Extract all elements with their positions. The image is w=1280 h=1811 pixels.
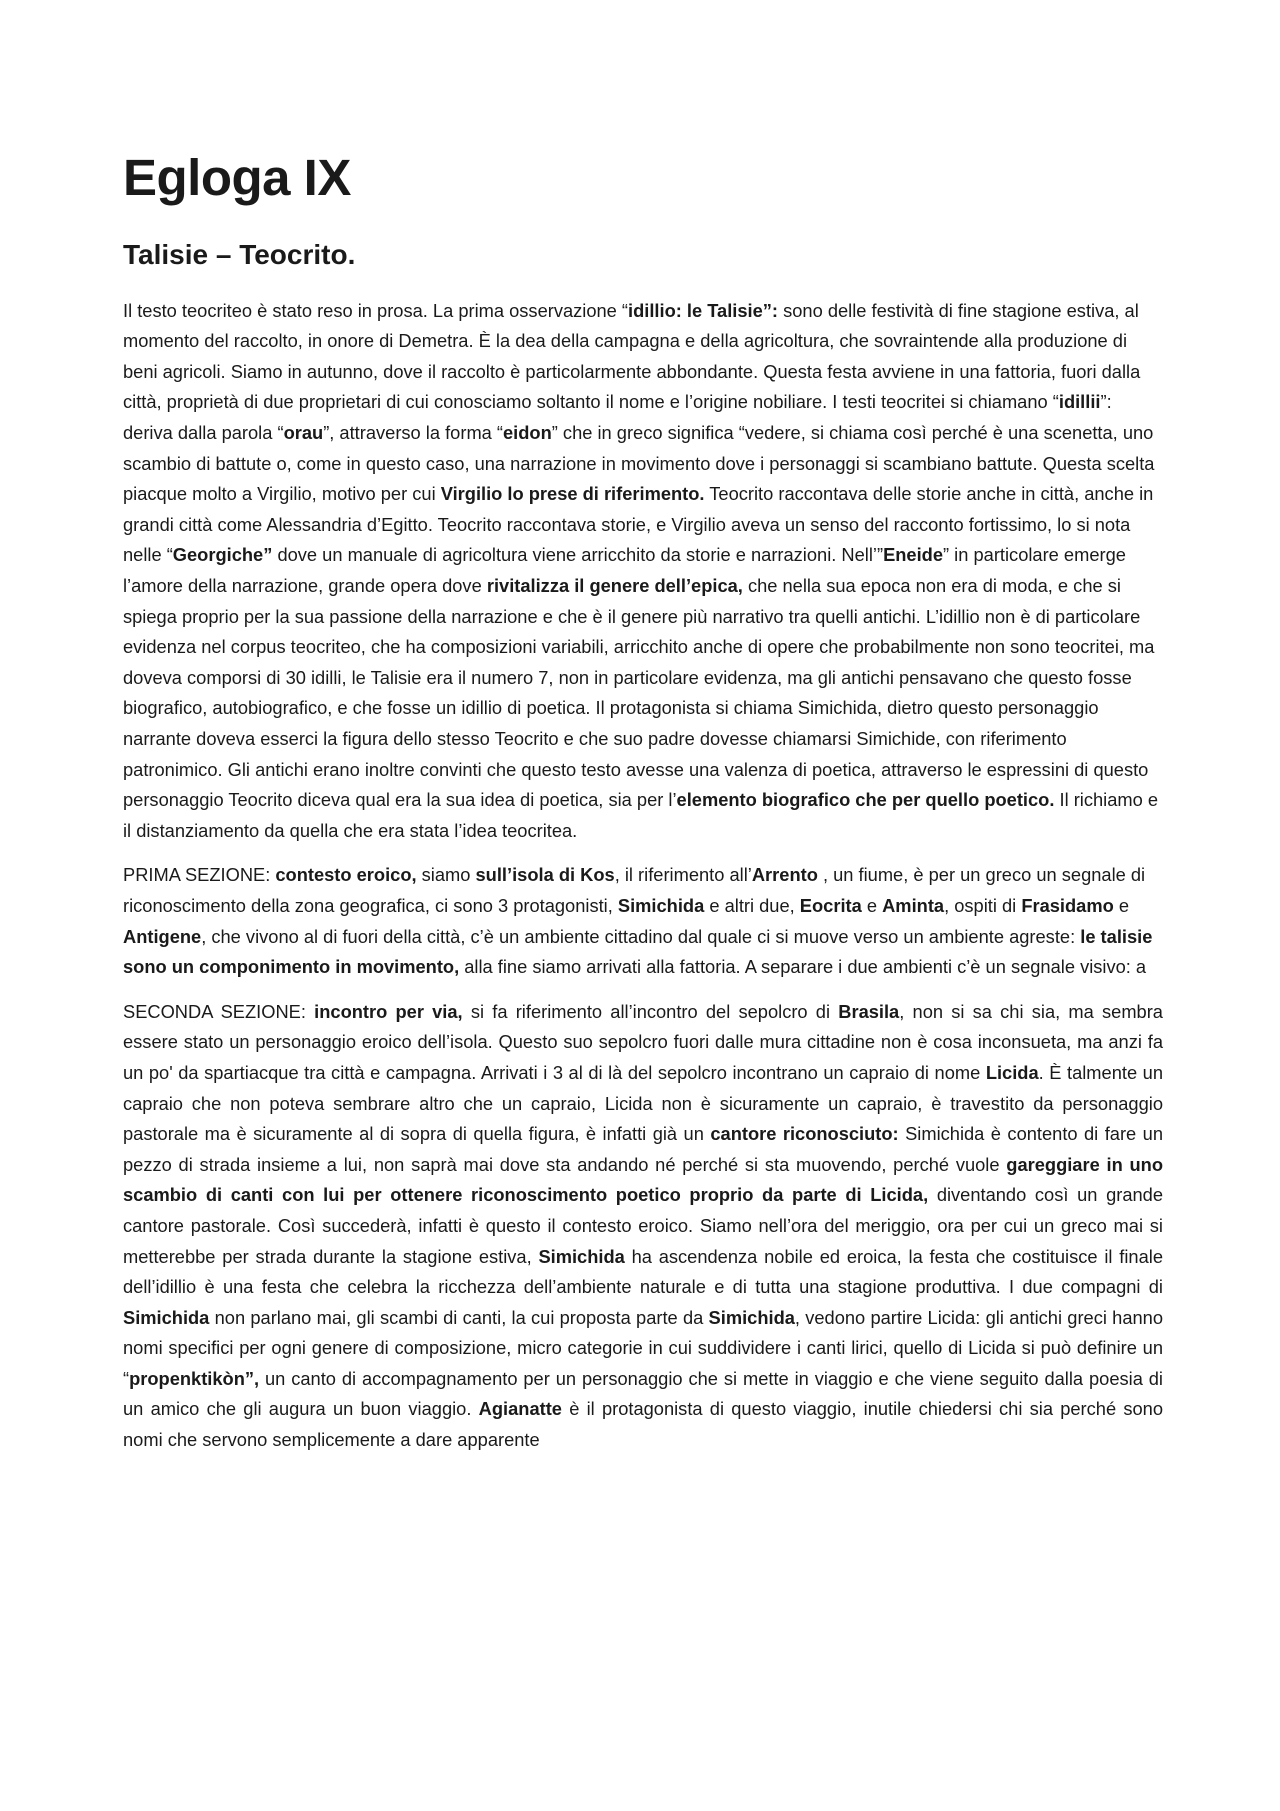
text-run: è il protagonista di questo viaggio, inutile chiedersi chi sia perché sono nomi che servono semplicemente a dare apparente: [123, 1398, 1163, 1451]
bold-text-run: idillii: [1058, 391, 1101, 413]
text-run: si fa riferimento all’incontro del sepolcro di: [462, 1000, 839, 1022]
text-run: Il richiamo e il distanziamento da quella che era stata l’idea teocritea.: [123, 789, 1159, 841]
text-run: , vedono partire Licida: gli antichi greci hanno nomi specifici per ogni genere di composizione, micro categorie in cui suddividere i canti lirici, quello di Licida si può definire un “: [123, 1306, 1163, 1389]
text-run: un canto di accompagnamento per un personaggio che si mette in viaggio e che viene seguito dalla poesia di un amico che gli augura un buon viaggio.: [123, 1367, 1163, 1420]
bold-text-run: Eneide: [883, 544, 944, 566]
bold-text-run: sull’isola di Kos: [475, 864, 615, 886]
text-run: Il testo teocriteo è stato reso in prosa. La prima osservazione “: [123, 299, 629, 321]
bold-text-run: Aminta: [882, 894, 945, 916]
paragraph-intro: [123, 296, 1163, 847]
text-run: , il riferimento all’: [614, 864, 752, 886]
bold-text-run: Simichida: [708, 1306, 795, 1328]
text-run: SECONDA SEZIONE:: [123, 1000, 315, 1022]
bold-text-run: eidon: [503, 422, 552, 444]
bold-text-run: gareggiare in uno scambio di canti con lui per ottenere riconoscimento poetico proprio da parte di Licida,: [123, 1153, 1163, 1206]
paragraph-seconda-sezione: [123, 997, 1163, 1456]
text-run: dove un manuale di agricoltura viene arricchito da storie e narrazioni. Nell’”: [272, 544, 884, 566]
bold-text-run: Licida: [985, 1061, 1039, 1083]
text-run: , ospiti di: [944, 894, 1022, 916]
bold-text-run: Eocrita: [799, 894, 862, 916]
text-run: ” che in greco significa “vedere, si chiama così perché è una scenetta, uno scambio di battute o, come in questo caso, una narrazione in movimento dove i personaggi si scambiano battute. Questa scelta piacque molto a Virgilio, motivo per cui: [123, 422, 1155, 505]
bold-text-run: Georgiche”: [172, 544, 273, 566]
document-title: Egloga IX: [123, 149, 351, 206]
text-run: , un fiume, è per un greco un segnale di riconoscimento della zona geografica, ci sono 3 protagonisti,: [123, 864, 1146, 916]
text-run: e: [861, 894, 883, 916]
paragraph-prima-sezione: [123, 860, 1163, 982]
text-run: PRIMA SEZIONE:: [123, 864, 276, 886]
bold-text-run: Brasila: [838, 1000, 900, 1022]
text-run: ”: deriva dalla parola “: [123, 391, 1112, 444]
bold-text-run: Virgilio lo prese di riferimento.: [440, 483, 705, 505]
text-run: e: [1113, 894, 1130, 916]
text-run: ”, attraverso la forma “: [323, 422, 504, 444]
text-run: alla fine siamo arrivati alla fattoria. A separare i due ambienti c’è un segnale visivo: a: [459, 956, 1147, 978]
text-run: che nella sua epoca non era di moda, e che si spiega proprio per la sua passione della narrazione e che è il genere più narrativo tra quelli antichi. L’idillio non è di particolare evidenza nel corpus teocriteo, che ha composizioni variabili, arricchito anche di opere che probabilmente non sono teocritei, ma doveva comporsi di 30 idilli, le Talisie era il numero 7, non in particolare evidenza, ma gli antichi pensavano che questo fosse biografico, autobiografico, e che fosse un idillio di poetica. Il protagonista si chiama Simichida, dietro questo personaggio narrante doveva esserci la figura dello stesso Teocrito e che suo padre dovesse chiamarsi Simichide, con riferimento patronimico. Gli antichi erano inoltre convinti che questo testo avesse una valenza di poetica, attraverso le espressini di questo personaggio Teocrito diceva qual era la sua idea di poetica, sia per l’: [123, 575, 1155, 811]
document-page: [123, 150, 1163, 1456]
text-run: sono delle festività di fine stagione estiva, al momento del raccolto, in onore di Demetra. È la dea della campagna e della agricoltura, che sovraintende alla produzione di beni agricoli. Siamo in autunno, dove il raccolto è particolarmente abbondante. Questa festa avviene in una fattoria, fuori dalla città, proprietà di due proprietari di cui conosciamo soltanto il nome e l’origine nobiliare. I testi teocritei si chiamano “: [123, 299, 1141, 413]
text-run: , non si sa chi sia, ma sembra essere stato un personaggio eroico dell’isola. Questo suo sepolcro fuori dalle mura cittadine non è cosa inconsueta, ma anzi fa un po' da spartiacque tra città e campagna. Arrivati i 3 al di là del sepolcro incontrano un capraio di nome: [123, 1000, 1163, 1083]
bold-text-run: Antigene: [123, 925, 202, 947]
bold-text-run: orau: [283, 422, 324, 444]
bold-text-run: propenktikòn”,: [129, 1367, 260, 1389]
text-run: , che vivono al di fuori della città, c’è un ambiente cittadino dal quale ci si muove verso un ambiente agreste:: [201, 925, 1081, 947]
bold-text-run: Agianatte: [478, 1398, 562, 1420]
text-run: Teocrito raccontava delle storie anche in città, anche in grandi città come Alessandria d’Egitto. Teocrito raccontava storie, e Virgilio aveva un senso del racconto fortissimo, lo si nota nelle “: [123, 483, 1154, 566]
bold-text-run: contesto eroico,: [275, 864, 417, 886]
bold-text-run: incontro per via,: [314, 1000, 463, 1022]
bold-text-run: cantore riconosciuto:: [710, 1123, 899, 1145]
bold-text-run: Simichida: [538, 1245, 625, 1267]
bold-text-run: elemento biografico che per quello poetico.: [676, 789, 1055, 811]
document-subtitle: Talisie – Teocrito.: [123, 239, 356, 271]
bold-text-run: Arrento: [751, 864, 818, 886]
text-run: ” in particolare emerge l’amore della narrazione, grande opera dove: [123, 544, 1126, 597]
bold-text-run: Simichida: [123, 1306, 210, 1328]
bold-text-run: Simichida: [617, 894, 705, 916]
text-run: siamo: [416, 864, 476, 886]
text-run: . È talmente un capraio che non poteva sembrare altro che un capraio, Licida non è sicuramente un capraio, è travestito da personaggio pastorale ma è sicuramente al di sopra di quella figura, è infatti già un: [123, 1061, 1163, 1145]
text-run: ha ascendenza nobile ed eroica, la festa che costituisce il finale dell’idillio è una festa che celebra la ricchezza dell’ambiente naturale e di tutta una stagione produttiva. I due compagni di: [123, 1245, 1163, 1298]
text-run: non parlano mai, gli scambi di canti, la cui proposta parte da: [209, 1306, 709, 1328]
bold-text-run: idillio: le Talisie”:: [628, 299, 779, 321]
text-run: Simichida è contento di fare un pezzo di strada insieme a lui, non saprà mai dove sta andando né perché si sta muovendo, perché vuole: [123, 1123, 1163, 1175]
bold-text-run: le talisie sono un componimento in movimento,: [123, 925, 1153, 978]
text-run: e altri due,: [704, 894, 800, 916]
bold-text-run: rivitalizza il genere dell’epica,: [486, 575, 743, 597]
text-run: diventando così un grande cantore pastorale. Così succederà, infatti è questo il contesto eroico. Siamo nell’ora del meriggio, ora per cui un greco mai si metterebbe per strada durante la stagione estiva,: [123, 1184, 1163, 1267]
bold-text-run: Frasidamo: [1021, 894, 1114, 916]
